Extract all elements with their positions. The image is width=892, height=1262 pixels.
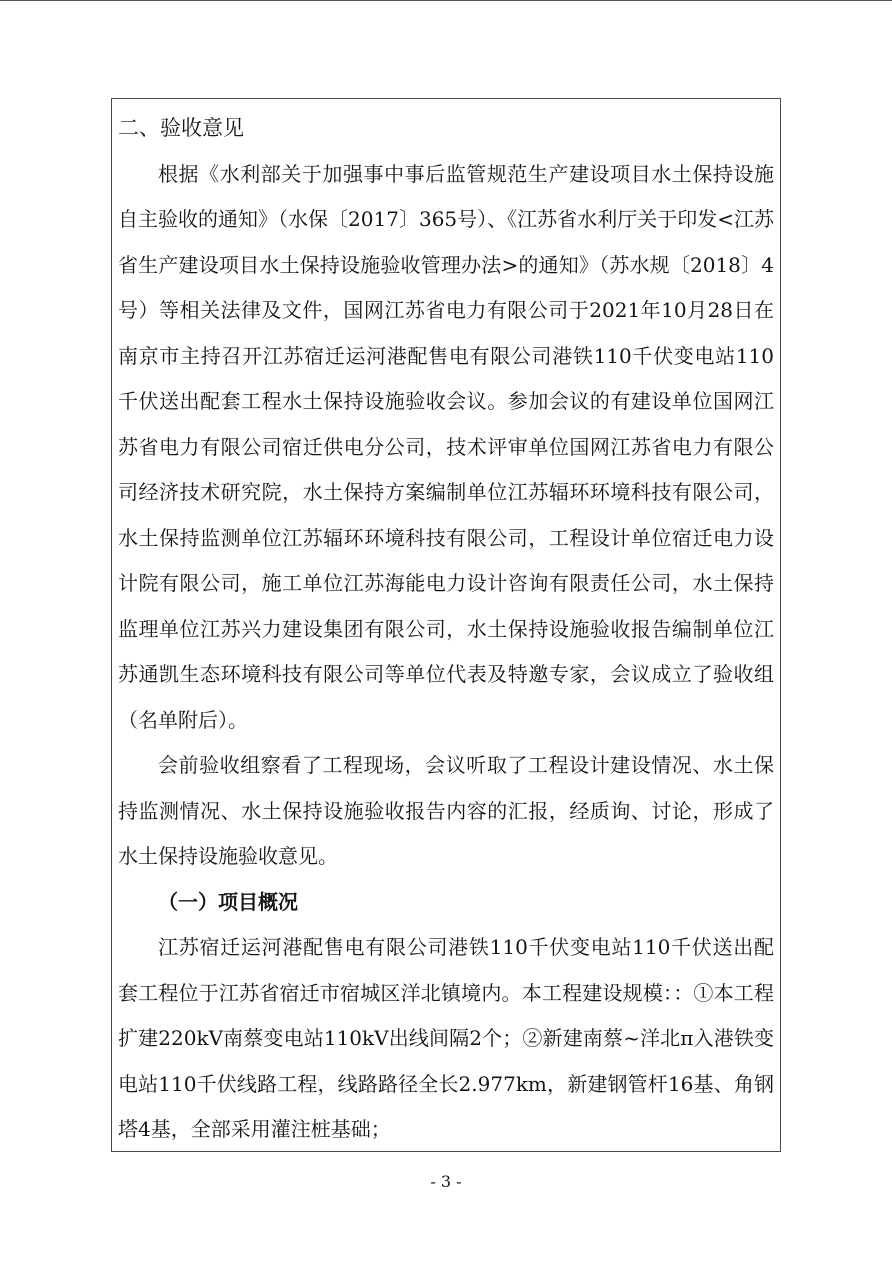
page-number: - 3 - [430, 1172, 462, 1191]
subsection-heading: （一）项目概况 [158, 889, 298, 914]
document-body [118, 106, 774, 1153]
section-heading: 二、验收意见 [118, 116, 244, 140]
paragraph-basis: 根据《水利部关于加强事中事后监管规范生产建设项目水土保持设施自主验收的通知》（水保〔2017〕365号）、《江苏省水利厅关于印发<江苏省生产建设项目水土保持设施验收管理办法>的通知》（苏水规〔2018〕4号）等相关法律及文件，国网江苏省电力有限公司于2021年10月28日在南京市主持召开江苏宿迁运河港配售电有限公司港铁110千伏变电站110千伏送出配套工程水土保持设施验收会议。参加会议的有建设单位国网江苏省电力有限公司宿迁供电分公司，技术评审单位国网江苏省电力有限公司经济技术研究院，水土保持方案编制单位江苏辐环环境科技有限公司，水土保持监测单位江苏辐环环境科技有限公司，工程设计单位宿迁电力设计院有限公司，施工单位江苏海能电力设计咨询有限责任公司，水土保持监理单位江苏兴力建设集团有限公司，水土保持设施验收报告编制单位江苏通凯生态环境科技有限公司等单位代表及特邀专家，会议成立了验收组（名单附后）。 [118, 161, 774, 732]
paragraph-meeting: 会前验收组察看了工程现场，会议听取了工程设计建设情况、水土保持监测情况、水土保持设施验收报告内容的汇报，经质询、讨论，形成了水土保持设施验收意见。 [118, 753, 774, 868]
page-top-rule [0, 0, 892, 1]
paragraph-overview: 江苏宿迁运河港配售电有限公司港铁110千伏变电站110千伏送出配套工程位于江苏省宿迁市宿城区洋北镇境内。本工程建设规模：：①本工程扩建220kV南蔡变电站110kV出线间隔2个；②新建南蔡~洋北π入港铁变电站110千伏线路工程，线路路径全长2.977km，新建钢管杆16基、角钢塔4基，全部采用灌注桩基础； [118, 935, 774, 1141]
